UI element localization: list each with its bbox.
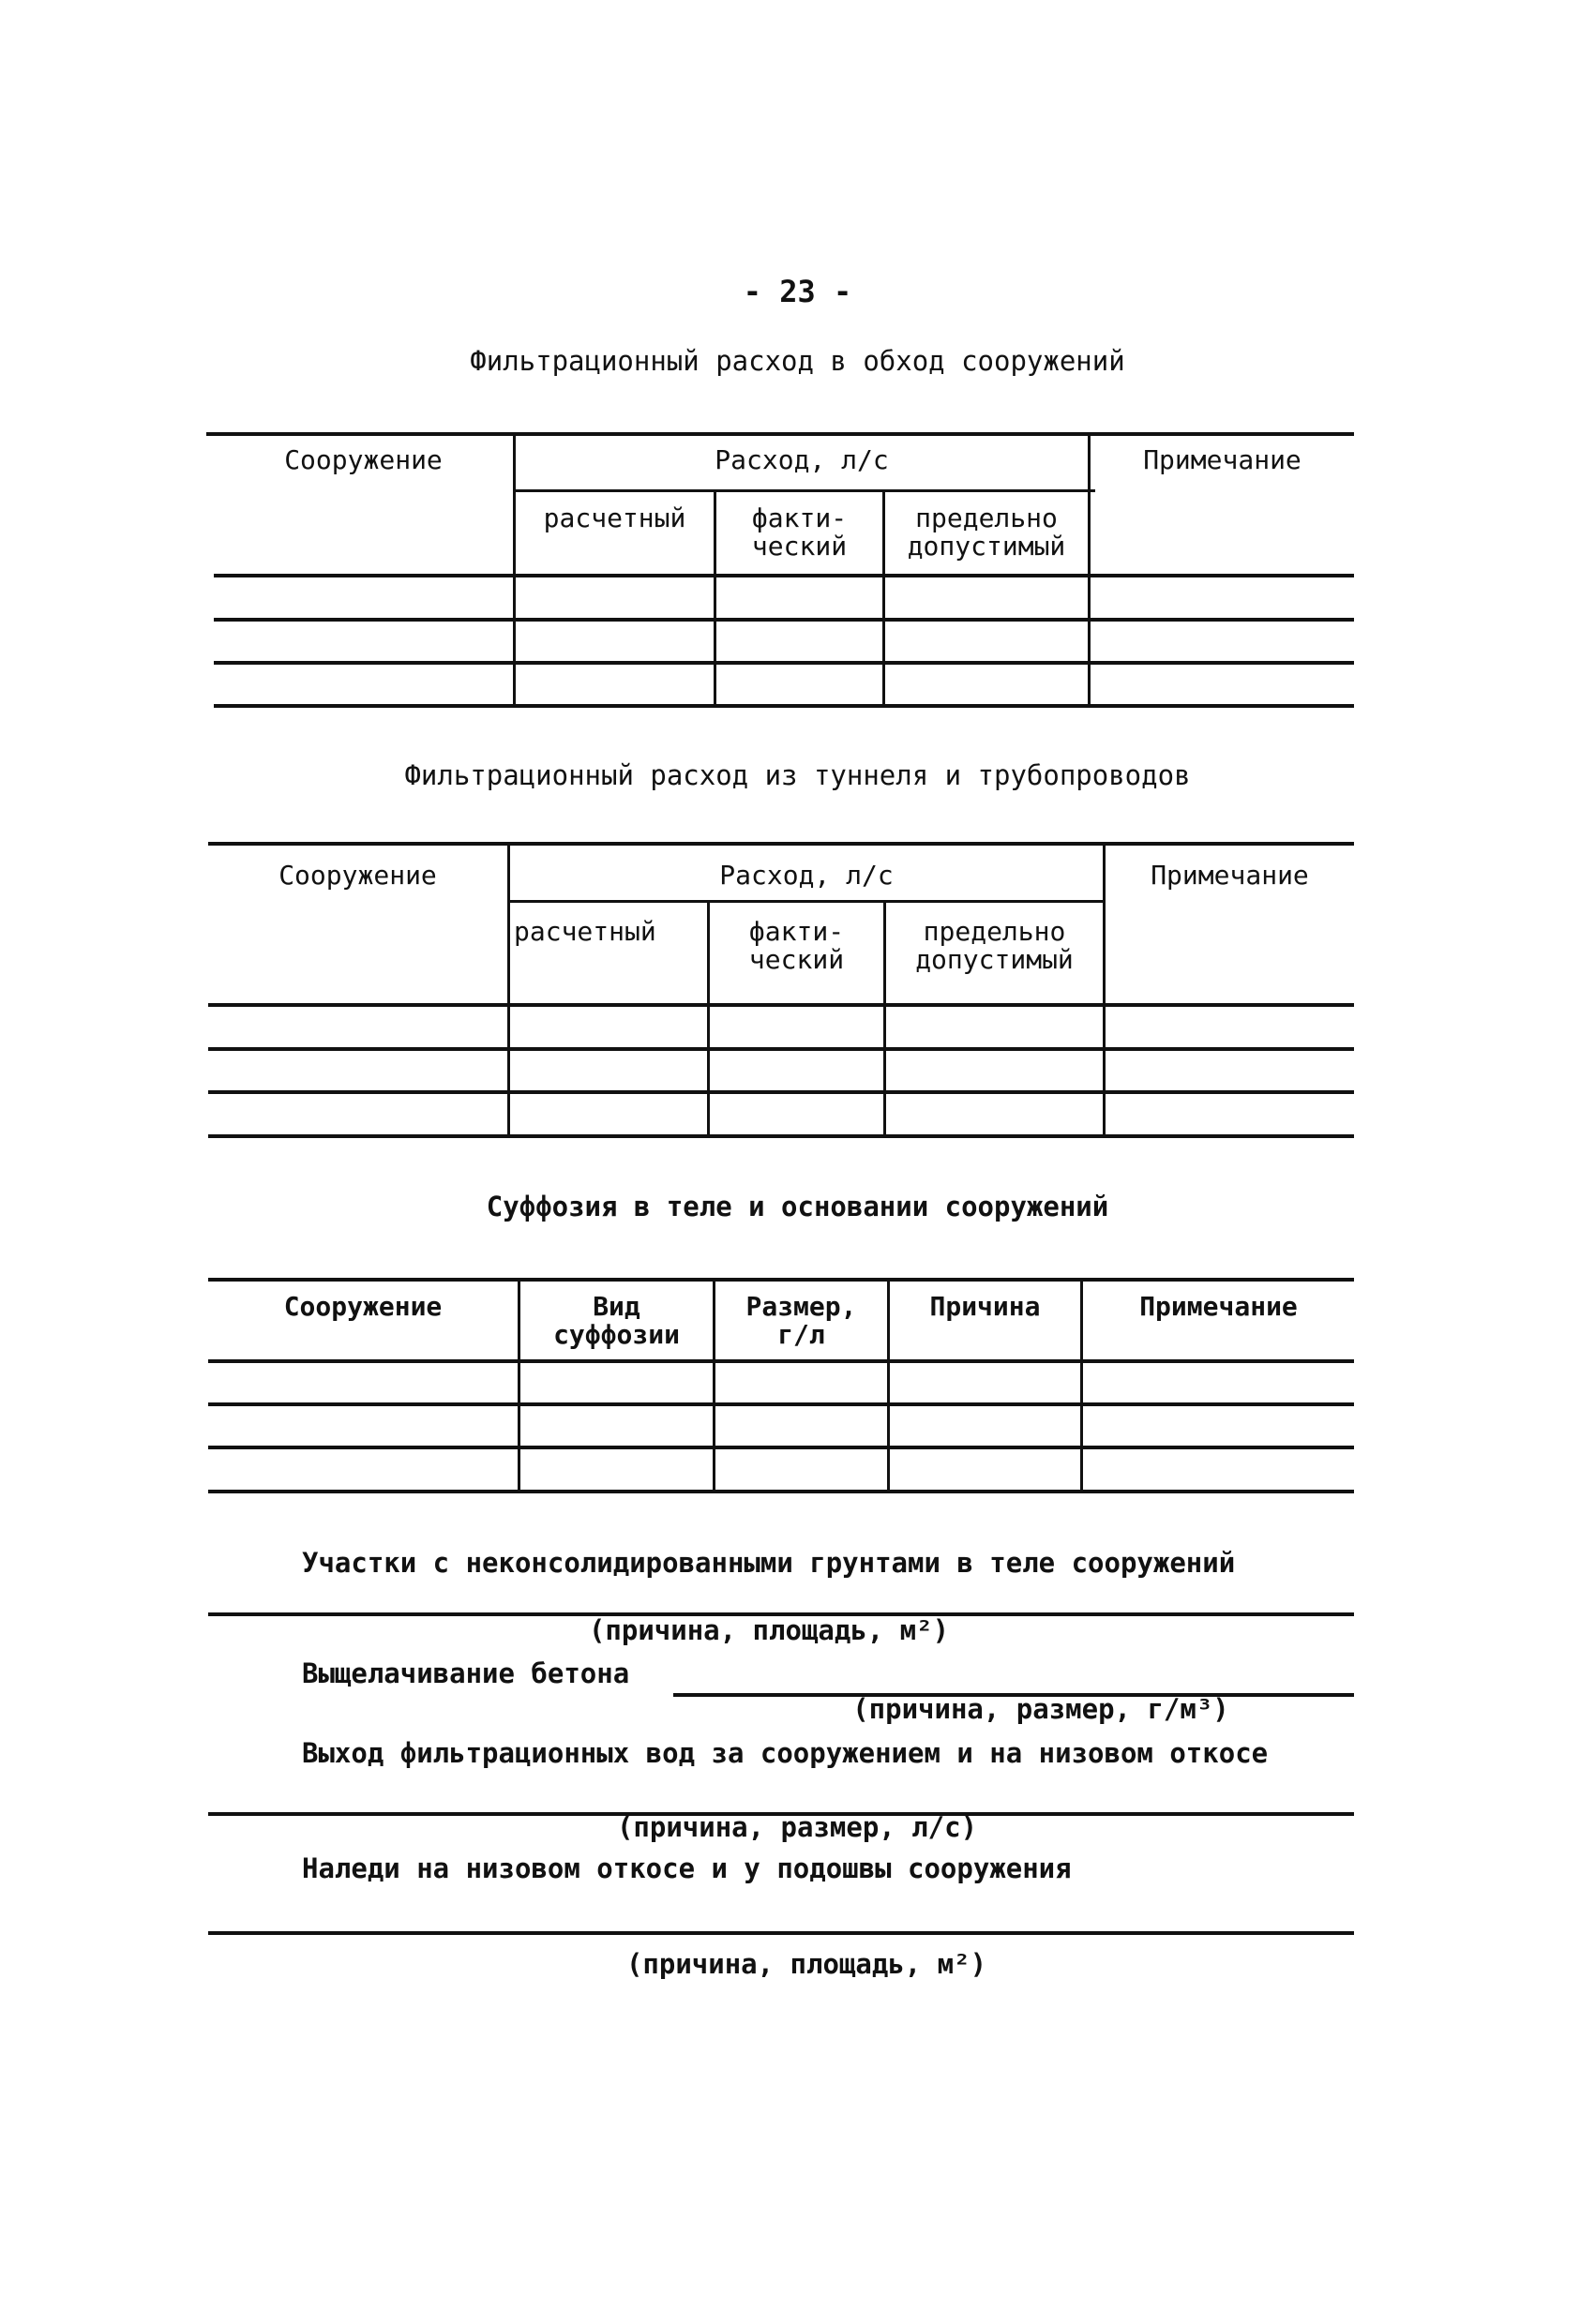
table-2-header-note: Примечание <box>1151 860 1309 891</box>
table-1-title: Фильтрационный расход в обход сооружений <box>470 345 1125 377</box>
table-3-row-rule <box>208 1402 1354 1406</box>
field-leaching-hint: (причина, размер, г/м³) <box>852 1693 1229 1725</box>
table-2-header-flow: Расход, л/с <box>719 860 894 891</box>
table-1-header-calculated: расчетный <box>543 502 686 533</box>
field-icing-label: Наледи на низовом откосе и у подошвы сооружения <box>302 1852 1072 1884</box>
table-2-header-actual-1: факти- <box>748 916 845 947</box>
table-1-header-flow: Расход, л/с <box>715 444 889 475</box>
table-3-header-rule <box>208 1359 1354 1363</box>
table-2-top-rule <box>208 842 1354 846</box>
table-1-header-actual-1: факти- <box>751 502 848 533</box>
table-2-bottom-rule <box>208 1134 1354 1138</box>
table-3-header-structure: Сооружение <box>283 1291 443 1322</box>
table-3-header-size-1: Размер, <box>745 1291 857 1322</box>
table-3-header-type-1: Вид <box>593 1291 640 1322</box>
field-icing-line[interactable] <box>208 1931 1354 1935</box>
table-2-header-calculated: расчетный <box>514 916 656 947</box>
table-2-header-rule <box>208 1003 1354 1007</box>
table-1-bottom-rule <box>214 704 1354 708</box>
table-3-title: Суффозия в теле и основании сооружений <box>486 1191 1109 1222</box>
table-1-header-limit-1: предельно <box>915 502 1058 533</box>
page-number: - 23 - <box>743 274 852 309</box>
field-leaching-label: Выщелачивание бетона <box>302 1657 630 1689</box>
table-3-header-reason: Причина <box>929 1291 1041 1322</box>
table-2-row-rule <box>208 1090 1354 1094</box>
field-outflow-hint: (причина, размер, л/с) <box>616 1811 978 1843</box>
table-2-group-rule <box>508 900 1105 903</box>
table-2-title: Фильтрационный расход из туннеля и трубопроводов <box>404 759 1191 791</box>
table-1-header-actual-2: ческий <box>751 531 848 562</box>
table-1-group-rule <box>514 489 1095 492</box>
table-2-header-limit-2: допустимый <box>915 944 1074 975</box>
table-3-header-note: Примечание <box>1139 1291 1298 1322</box>
table-1-header-structure: Сооружение <box>284 444 443 475</box>
table-2-row-rule <box>208 1047 1354 1051</box>
table-3-header-type-2: суффозии <box>553 1319 680 1350</box>
field-unconsolidated-label: Участки с неконсолидированными грунтами в теле сооружений <box>302 1547 1236 1579</box>
table-1-row-rule <box>214 661 1354 665</box>
table-3-header-size-2: г/л <box>777 1319 825 1350</box>
table-1-top-rule <box>206 432 1354 436</box>
field-icing-hint: (причина, площадь, м²) <box>625 1948 987 1980</box>
table-3-bottom-rule <box>208 1490 1354 1493</box>
field-unconsolidated-hint: (причина, площадь, м²) <box>588 1614 950 1646</box>
table-2-header-actual-2: ческий <box>748 944 845 975</box>
table-1-header-note: Примечание <box>1143 444 1302 475</box>
table-3-row-rule <box>208 1446 1354 1449</box>
table-2-header-structure: Сооружение <box>278 860 437 891</box>
table-1-header-limit-2: допустимый <box>907 531 1066 562</box>
table-1-header-rule <box>214 574 1354 577</box>
field-outflow-label: Выход фильтрационных вод за сооружением и на низовом откосе <box>302 1737 1269 1769</box>
table-2-header-limit-1: предельно <box>923 916 1066 947</box>
table-1-row-rule <box>214 618 1354 622</box>
table-3-top-rule <box>208 1278 1354 1282</box>
